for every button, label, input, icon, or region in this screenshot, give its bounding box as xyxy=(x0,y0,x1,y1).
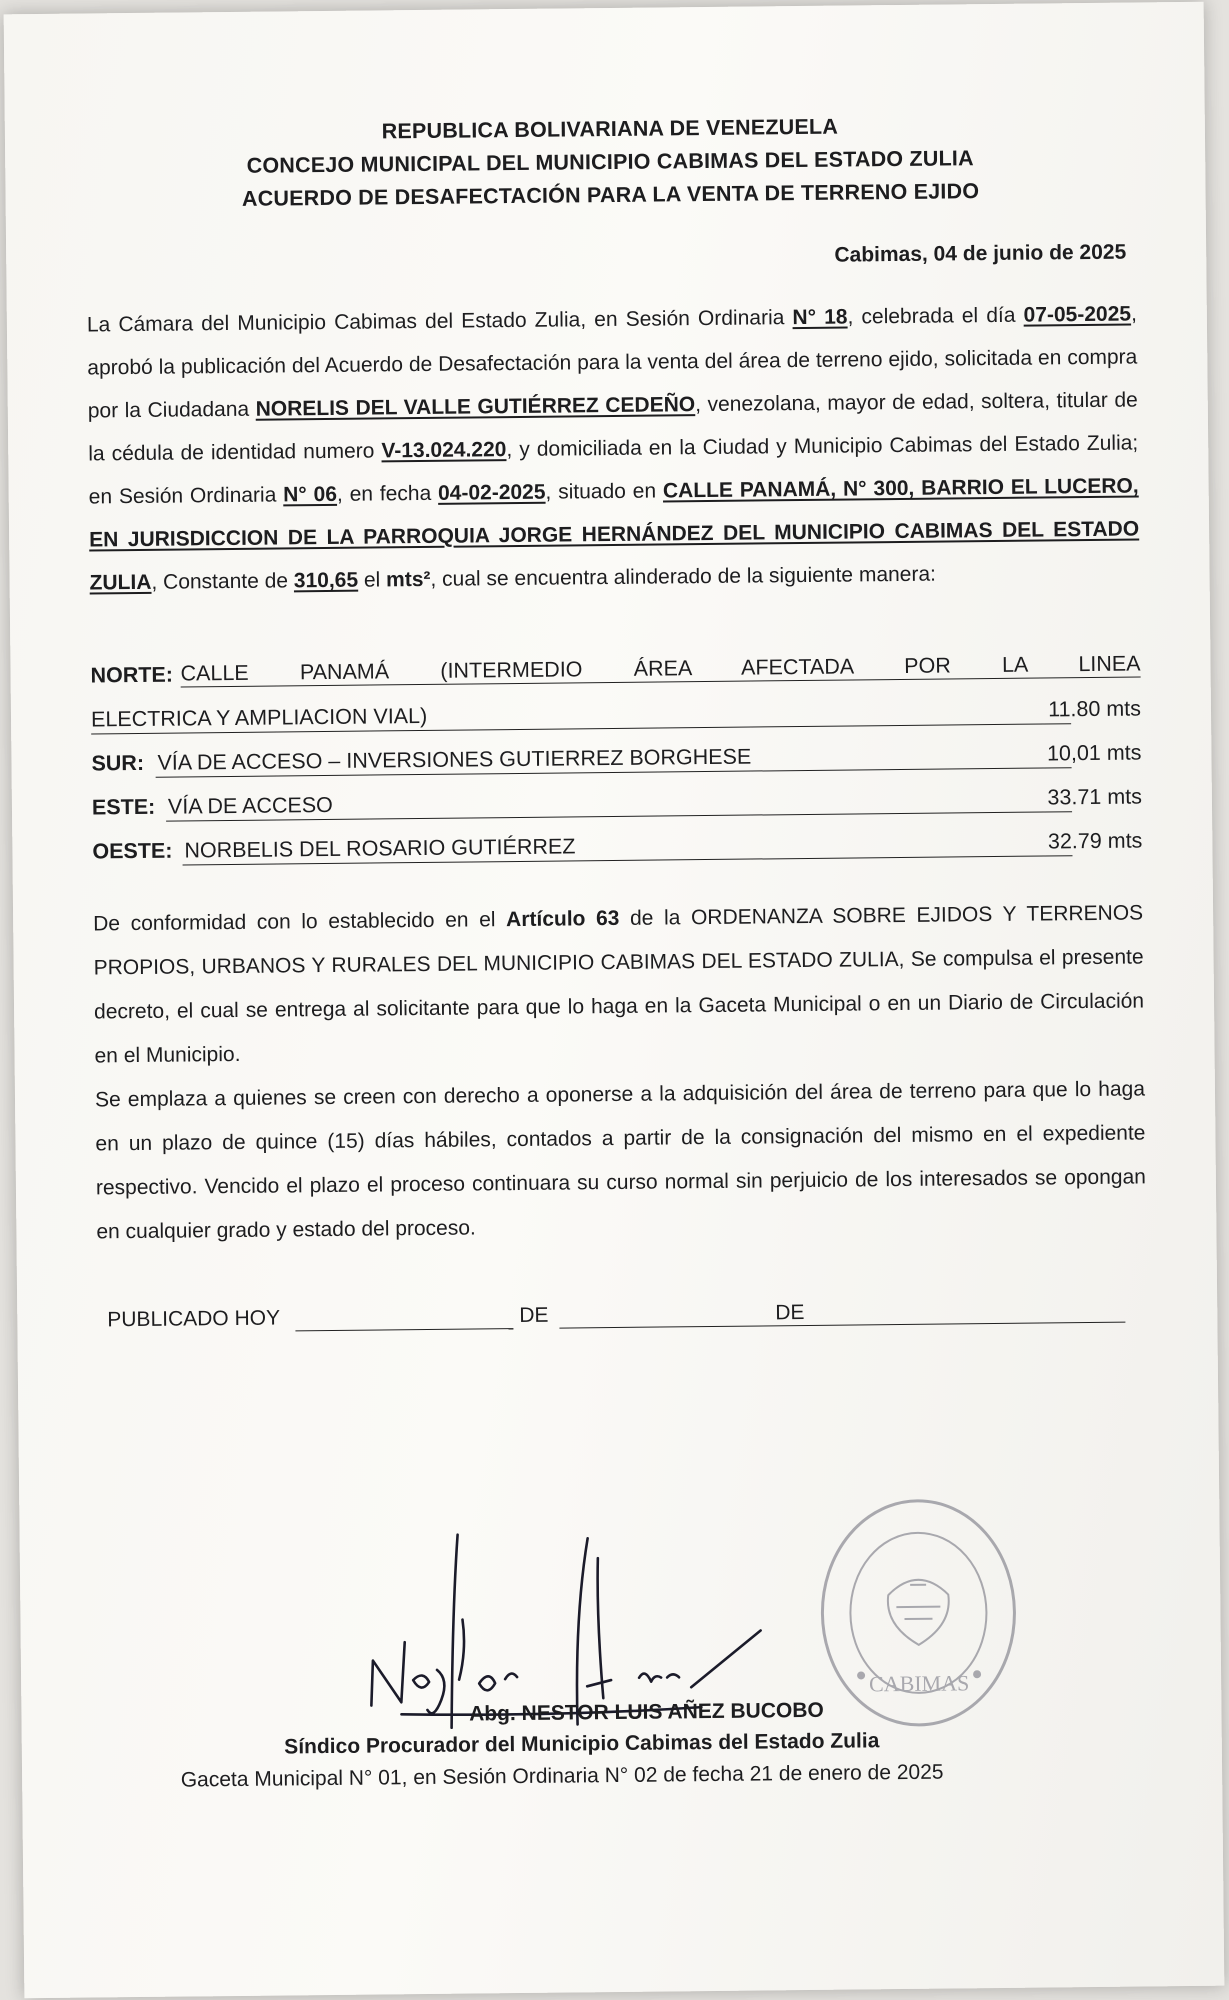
boundary-south-measure: 10,01 mts xyxy=(1046,740,1142,766)
boundary-north-value-cont: ELECTRICA Y AMPLIACION VIAL) xyxy=(90,703,428,732)
text-segment: , venezolana, mayor de edad, soltera, titular de la cédula de identidad numero xyxy=(88,388,1138,466)
id-number: V-13.024.220 xyxy=(381,438,507,463)
heading-line-3: ACUERDO DE DESAFECTACIÓN PARA LA VENTA DE TERRENO EJIDO xyxy=(241,179,980,211)
signatory-title: Síndico Procurador del Municipio Cabimas del Estado Zulia xyxy=(284,1729,880,1759)
session-number-1: N° 18 xyxy=(792,305,848,330)
boundary-south-label: SUR: xyxy=(91,750,145,776)
boundary-west-label: OESTE: xyxy=(92,838,173,864)
heading-line-1: REPUBLICA BOLIVARIANA DE VENEZUELA xyxy=(381,114,839,144)
session-date-2: 04-02-2025 xyxy=(437,480,546,505)
boundary-east-label: ESTE: xyxy=(91,794,156,820)
signature-block xyxy=(141,1694,1022,1797)
document-heading xyxy=(85,107,1136,217)
text-segment: , Constante de xyxy=(151,569,294,594)
legal-paragraph xyxy=(93,891,1147,1254)
boundary-south-value: VÍA DE ACCESO – INVERSIONES GUTIERREZ BORGHESE xyxy=(157,744,752,775)
heading-line-2: CONCEJO MUNICIPAL DEL MUNICIPIO CABIMAS DEL ESTADO ZULIA xyxy=(246,146,974,178)
publication-month-blank xyxy=(559,1322,1125,1329)
session-number-2: N° 06 xyxy=(283,482,338,507)
area-unit: mts² xyxy=(385,567,431,592)
text-segment: De conformidad con lo establecido en el xyxy=(93,908,507,936)
document-page xyxy=(4,2,1225,1998)
text-segment: , en fecha xyxy=(336,481,439,506)
text-segment: , y domiciliada en la Ciudad y Municipio Cabimas del Estado Zulia; en Sesión Ordinaria xyxy=(88,431,1139,509)
property-address: CALLE PANAMÁ, N° 300, BARRIO EL LUCERO, EN JURISDICCION DE LA PARROQUIA JORGE HERNÁNDEZ DEL MUNICIPIO CABIMAS DEL ESTADO ZULIA xyxy=(89,474,1140,595)
text-segment: , celebrada el día xyxy=(847,303,1024,329)
boundary-north-measure: 11.80 mts xyxy=(1048,696,1142,722)
text-segment: de la ORDENANZA SOBRE EJIDOS Y TERRENOS PROPIOS, URBANOS Y RURALES DEL MUNICIPIO CABIMAS DEL ESTADO ZULIA, Se compulsa el presente decreto, el cual se entrega al solicitante para que lo haga en la Gaceta Municipal o en un Diario de Circulación en el Municipio. xyxy=(93,901,1145,1068)
boundary-west-value: NORBELIS DEL ROSARIO GUTIÉRREZ xyxy=(184,834,576,863)
document-content xyxy=(85,107,1148,1338)
main-paragraph xyxy=(87,292,1140,604)
publication-de-1: DE xyxy=(519,1303,549,1328)
boundary-north-value: CALLE PANAMÁ (INTERMEDIO ÁREA AFECTADA POR LA LINEA xyxy=(180,651,1141,686)
boundaries-list xyxy=(90,639,1142,870)
text-segment: , situado en xyxy=(545,479,664,504)
boundary-north-label: NORTE: xyxy=(90,662,174,688)
published-today-label: PUBLICADO HOY xyxy=(107,1306,281,1332)
session-date-1: 07-05-2025 xyxy=(1023,302,1132,327)
boundary-east-value: VÍA DE ACCESO xyxy=(167,792,333,819)
publication-day-blank xyxy=(295,1328,513,1331)
article-reference: Artículo 63 xyxy=(505,906,620,932)
publication-de-2: DE xyxy=(775,1301,805,1325)
conformity-paragraph xyxy=(93,891,1145,1078)
boundary-east-measure: 33.71 mts xyxy=(1047,784,1143,810)
document-date: Cabimas, 04 de junio de 2025 xyxy=(834,240,1127,267)
text-segment: , cual se encuentra alinderado de la siguiente manera: xyxy=(430,562,937,591)
text-segment: La Cámara del Municipio Cabimas del Estado Zulia, en Sesión Ordinaria xyxy=(86,306,793,337)
applicant-name: NORELIS DEL VALLE GUTIÉRREZ CEDEÑO xyxy=(255,393,696,421)
publication-line xyxy=(97,1287,1147,1338)
boundary-west-measure: 32.79 mts xyxy=(1047,828,1143,854)
gazette-reference: Gaceta Municipal N° 01, en Sesión Ordinaria N° 02 de fecha 21 de enero de 2025 xyxy=(180,1760,944,1792)
text-segment: , aprobó la publicación del Acuerdo de Desafectación para la venta del área de terreno ejido, solicitada en compra por la Ciudadana xyxy=(87,302,1138,423)
text-segment: el xyxy=(357,568,387,592)
seal-center-text: CABIMAS xyxy=(868,1670,970,1697)
property-area: 310,65 xyxy=(293,568,359,593)
summons-paragraph: Se emplaza a quienes se creen con derecho a oponerse a la adquisición del área de terreno para que lo haga en un plazo de quince (15) días hábiles, contados a partir de la consignación del mismo en el expediente respectivo. Vencido el plazo el proceso continuara su curso normal sin perjuicio de los interesados se opongan en cualquier grado y estado del proceso. xyxy=(94,1077,1147,1244)
signatory-name: Abg. NESTOR LUIS AÑEZ BUCOBO xyxy=(469,1698,824,1726)
